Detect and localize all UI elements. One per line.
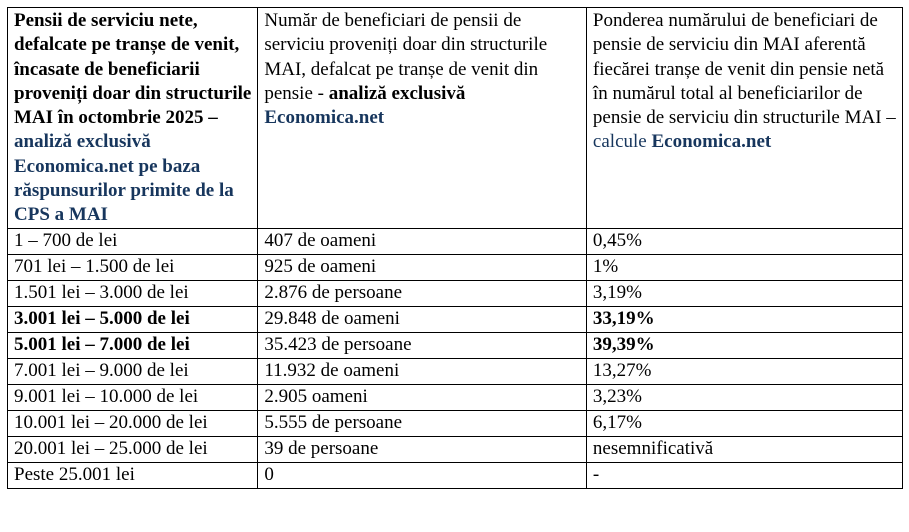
header-col2-plain-text: Număr de beneficiari de pensii de serviciu proveniți doar din structurile MAI, defalcat pe tranșe de venit din pensie - [264,10,548,104]
header-col2-source-text: Economica.net [264,107,385,129]
share-cell: nesemnificativă [586,436,902,462]
header-col3-source-text: Economica.net [651,131,772,153]
bracket-cell: Peste 25.001 lei [8,462,258,488]
table-row [8,254,903,280]
count-cell: 0 [258,462,587,488]
table-row [8,410,903,436]
share-cell: - [586,462,902,488]
count-cell: 35.423 de persoane [258,332,587,358]
table-row [8,228,903,254]
bracket-cell: 1 – 700 de lei [8,228,258,254]
bracket-cell: 3.001 lei – 5.000 de lei [8,306,258,332]
share-cell: 0,45% [586,228,902,254]
table-row-highlighted [8,306,903,332]
count-cell: 925 de oameni [258,254,587,280]
header-col3-plain-text: Ponderea numărului de beneficiari de pensie de serviciu din MAI aferentă fiecărei tranșe de venit din pensie netă în numărul total al beneficiarilor de pensie de serviciu din structurile MAI – [592,10,896,129]
table-row [8,280,903,306]
count-cell: 2.876 de persoane [258,280,587,306]
share-cell: 3,23% [586,384,902,410]
header-col3-blue-text: calcule [592,131,647,153]
bracket-cell: 10.001 lei – 20.000 de lei [8,410,258,436]
bracket-cell: 7.001 lei – 9.000 de lei [8,358,258,384]
count-cell: 2.905 oameni [258,384,587,410]
table-row [8,358,903,384]
count-cell: 29.848 de oameni [258,306,587,332]
table-row [8,436,903,462]
share-cell: 3,19% [586,280,902,306]
count-cell: 11.932 de oameni [258,358,587,384]
table-row [8,384,903,410]
header-cell-income-brackets [8,8,258,229]
count-cell: 39 de persoane [258,436,587,462]
bracket-cell: 9.001 lei – 10.000 de lei [8,384,258,410]
header-col1-bold-text: Pensii de serviciu nete, defalcate pe tranșe de venit, încasate de beneficiarii proveniți doar din structurile MAI în octombrie 2025 – [14,10,252,129]
share-cell: 13,27% [586,358,902,384]
share-cell: 39,39% [586,332,902,358]
table-row-highlighted [8,332,903,358]
count-cell: 5.555 de persoane [258,410,587,436]
pension-table [7,7,903,489]
header-col1-source-text: analiză exclusivă Economica.net pe baza răspunsurilor primite de la CPS a MAI [14,131,234,226]
bracket-cell: 1.501 lei – 3.000 de lei [8,280,258,306]
count-cell: 407 de oameni [258,228,587,254]
share-cell: 1% [586,254,902,280]
bracket-cell: 20.001 lei – 25.000 de lei [8,436,258,462]
header-col2-bold-text: analiză exclusivă [328,82,466,104]
share-cell: 33,19% [586,306,902,332]
bracket-cell: 5.001 lei – 7.000 de lei [8,332,258,358]
header-cell-share [586,8,902,229]
share-cell: 6,17% [586,410,902,436]
table-header-row [8,8,903,229]
bracket-cell: 701 lei – 1.500 de lei [8,254,258,280]
header-cell-beneficiary-count [258,8,587,229]
table-row [8,462,903,488]
